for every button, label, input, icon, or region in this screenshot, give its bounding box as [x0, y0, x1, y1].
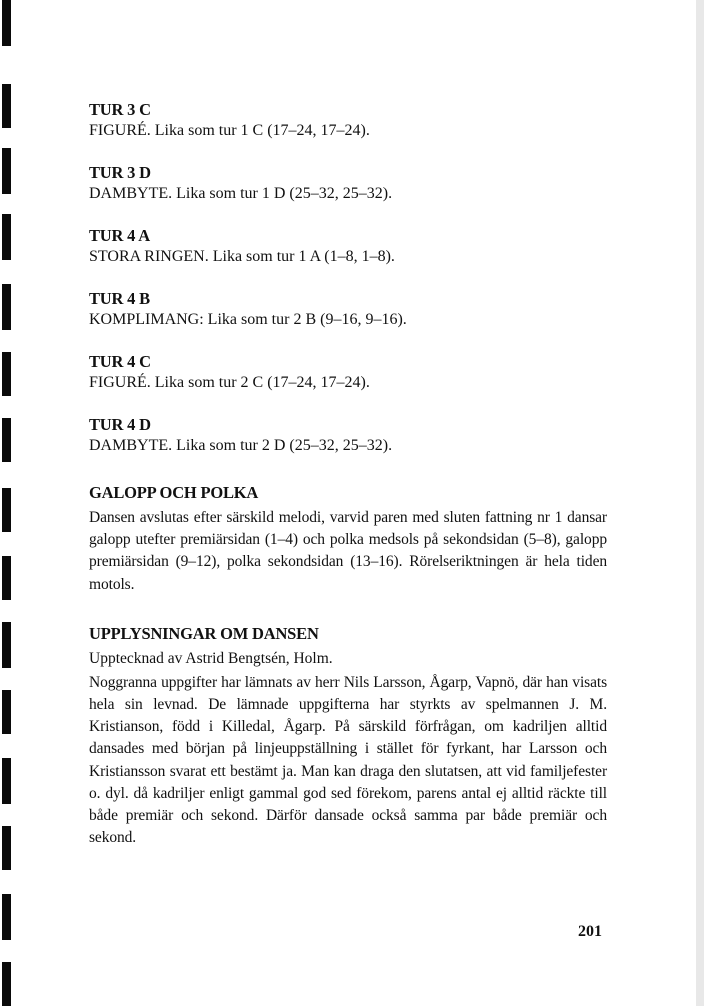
section-tur-3c [89, 100, 607, 142]
page-number: 201 [578, 923, 602, 940]
binding-mark [2, 418, 11, 462]
page-content [89, 100, 607, 870]
section-paragraph: Noggranna uppgifter har lämnats av herr Nils Larsson, Ågarp, Vapnö, där han visats hela sin levnad. De lämnade uppgifterna har styrkts av spelmannen J. M. Kristianson, född i Killedal, Ågarp. På särskild förfrågan, om kadriljen alltid dansades med början på linjeuppställning i stället för fyrkant, har Larsson och Kristiansson svarat ett bestämt ja. Man kan draga den slutatsen, att vid familjefester o. dyl. då kadriljer enligt gammal god sed förekom, parens antal ej alltid räckte till både premiär och sekond. Därför dansade också samma par både premiär och sekond. [89, 673, 607, 847]
section-tur-4a [89, 226, 607, 268]
binding-mark [2, 556, 11, 600]
binding-mark [2, 690, 11, 734]
page-edge [696, 0, 704, 1006]
section-heading: TUR 4 D [89, 415, 151, 434]
section-heading: TUR 4 A [89, 226, 150, 245]
section-upplysningar [89, 624, 607, 850]
binding-mark [2, 488, 11, 532]
binding-mark [2, 84, 11, 128]
binding-mark [2, 214, 11, 260]
binding-mark [2, 758, 11, 804]
binding-mark [2, 962, 11, 1006]
section-heading: TUR 3 C [89, 100, 151, 119]
binding-mark [2, 894, 11, 940]
section-text: FIGURÉ. Lika som tur 2 C (17–24, 17–24). [89, 374, 370, 391]
section-heading: GALOPP OCH POLKA [89, 483, 259, 502]
section-text: DAMBYTE. Lika som tur 2 D (25–32, 25–32). [89, 437, 393, 454]
section-heading: TUR 4 B [89, 289, 150, 308]
binding-mark [2, 0, 11, 46]
section-tur-3d [89, 163, 607, 205]
binding-mark [2, 148, 11, 194]
section-text: FIGURÉ. Lika som tur 1 C (17–24, 17–24). [89, 122, 370, 139]
section-heading: TUR 4 C [89, 352, 151, 371]
binding-mark [2, 352, 11, 396]
section-heading: TUR 3 D [89, 163, 151, 182]
section-tur-4b [89, 289, 607, 331]
section-tur-4c [89, 352, 607, 394]
binding-marks [0, 0, 14, 1006]
section-paragraph: Dansen avslutas efter särskild melodi, varvid paren med sluten fattning nr 1 dansar galopp utefter premiärsidan (1–4) och polka medsols på sekondsidan (5–8), galopp premiärsidan (9–12), polka sekondsidan (13–16). Rörelseriktningen är hela tiden motols. [89, 509, 607, 593]
section-text: STORA RINGEN. Lika som tur 1 A (1–8, 1–8). [89, 248, 395, 265]
binding-mark [2, 284, 11, 330]
binding-mark [2, 826, 11, 870]
section-tur-4d [89, 415, 607, 457]
byline: Upptecknad av Astrid Bengtsén, Holm. [89, 649, 333, 667]
section-galopp [89, 483, 607, 596]
binding-mark [2, 622, 11, 668]
section-text: DAMBYTE. Lika som tur 1 D (25–32, 25–32). [89, 185, 393, 202]
section-heading: UPPLYSNINGAR OM DANSEN [89, 623, 319, 643]
section-text: KOMPLIMANG: Lika som tur 2 B (9–16, 9–16). [89, 311, 407, 328]
